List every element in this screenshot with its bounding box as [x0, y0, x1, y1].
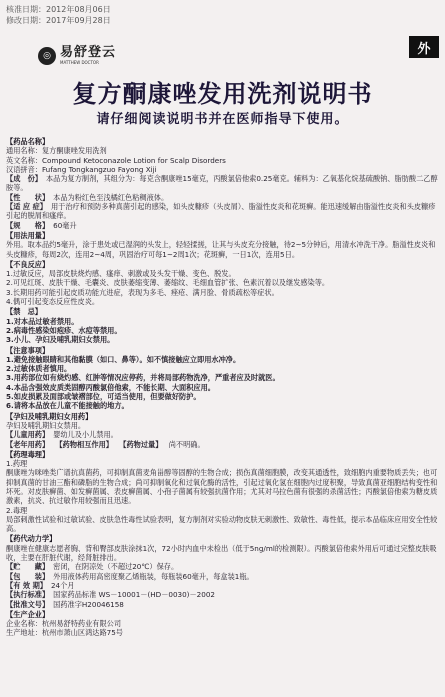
usage-text: 外用。取本品约5毫升，涂于患处或已湿润的头发上，轻轻揉搓，让其与头皮充分接触，待2~5分钟后，用清水冲洗干净。脂溢性皮炎和头皮糠疹，每周2次，连用2~4周，巩固治疗可每1~2周1次；花斑癣，一日1次，连用5日。 [6, 240, 436, 259]
section-drug-name: 【药品名称】 [6, 137, 50, 146]
caution-item: 4.本品含强效皮质类固醇丙酸氯倍他索，不能长期、大面积应用。 [6, 382, 215, 392]
check-date: 核准日期：2012年08月06日 [6, 5, 111, 14]
contra-item: 2.病毒性感染如疱疹、水痘等禁用。 [6, 325, 122, 335]
ingredients-text: 本品为复方制剂，其组分为：每克含酮康唑15毫克，丙酸氯倍他索0.25毫克。辅料为：乙氧基化烷基硫酸钠、脂肪酸二乙醇胺等。 [6, 174, 438, 193]
section-manufacturer: 【生产企业】 [6, 609, 50, 619]
section-pharmacokinetics: 【药代动力学】 [6, 534, 57, 544]
document-title: 复方酮康唑发用洗剂说明书 [72, 80, 373, 108]
section-cautions: 【注意事项】 [6, 345, 50, 355]
caution-item: 6.请将本品放在儿童不能接触的地方。 [6, 401, 129, 411]
indication-label: 【适 应 症】 [6, 202, 47, 212]
adverse-item: 1.过敏反应，局部皮肤烧灼感、瘙痒、刺激或及头发干燥、变色、脱发。 [6, 269, 236, 279]
approval-label: 【批准文号】 [6, 599, 50, 609]
dates-block [6, 4, 111, 26]
validity-label: 【有 效 期】 [6, 580, 47, 590]
section-adverse: 【不良反应】 [6, 259, 50, 269]
overdose-label: 【药物过量】 [119, 439, 163, 449]
package-text: 外用液体药用高密度聚乙烯瓶装，每瓶装60毫升，每盒装1瓶。 [53, 571, 254, 581]
brand-logo [38, 46, 116, 65]
package-label: 【包 装】 [6, 571, 50, 581]
character-label: 【性 状】 [6, 192, 50, 202]
section-usage: 【用法用量】 [6, 230, 50, 240]
manufacturer-address: 生产地址：杭州市萧山区鸿达路75号 [6, 628, 123, 638]
storage-text: 密闭，在阴凉处（不超过20℃）保存。 [53, 562, 179, 572]
validity-text: 24个月 [50, 580, 75, 590]
document-subtitle: 请仔细阅读说明书并在医师指导下使用。 [96, 112, 349, 127]
section-pharmacology: 【药理毒理】 [6, 449, 50, 459]
caution-item: 3.用药部位如有烧灼感、红肿等情况应停药，并将局部药物洗净，严重者应及时就医。 [6, 373, 280, 383]
spec-text: 60毫升 [53, 220, 77, 230]
adverse-item: 4.偶可引起变态反应性皮炎。 [6, 297, 100, 307]
brand-name-cn: 易舒登云 [60, 45, 117, 60]
contra-item: 3.小儿、孕妇及哺乳期妇女禁用。 [6, 335, 115, 345]
interaction-label: 【药物相互作用】 [55, 439, 113, 449]
caution-item: 2.过敏体质者慎用。 [6, 364, 72, 374]
english-name: 英文名称：Compound Ketoconazole Lotion for Scalp Disorders [6, 155, 226, 165]
overdose-text: 尚不明确。 [168, 439, 205, 449]
leaflet-body [6, 136, 438, 638]
character-text: 本品为粉红色至浅橘红色粘稠液体。 [53, 192, 169, 202]
external-use-badge: 外 [409, 36, 439, 58]
children-text: 婴幼儿及小儿禁用。 [53, 430, 118, 440]
standard-text: 国家药品标准 WS－10001－(HD－0030)－2002 [53, 590, 215, 600]
revise-date: 修改日期：2017年09月28日 [6, 16, 111, 25]
standard-label: 【执行标准】 [6, 590, 50, 600]
pharmacology-text: 酮康唑为咪唑类广谱抗真菌药，可抑制真菌麦角甾醇等固醇的生物合成；损伤真菌细胞膜，改变其通透性，致细胞内重要物质丢失；也可抑制真菌的甘油三酯和磷脂的生物合成；尚可抑制氧化和过氧化酶的活性，引起过氧化氢在细胞内过度积聚，导致真菌亚细胞结构变性和坏死。对皮肤癣菌、如发癣菌属、表皮癣菌属、小孢子菌属有较强抗菌作用；尤其对马拉色菌有很强的杀菌活性；丙酸氯倍他索为糖皮质激素，抗炎、抗过敏作用较强而且迅速。 [6, 468, 438, 506]
toxicology-text: 局部刺激性试验和过敏试验、皮肤急性毒性试验表明，复方制剂对实验动物皮肤无刺激性、致敏性、毒性低，提示本品临床应用安全性较高。 [6, 514, 438, 534]
contra-item: 1.对本品过敏者禁用。 [6, 316, 79, 326]
section-contraindications: 【禁 忌】 [6, 307, 42, 317]
logo-emblem-icon: ◎ [38, 47, 56, 65]
children-label: 【儿童用药】 [6, 430, 50, 440]
generic-name: 通用名称：复方酮康唑发用洗剂 [6, 146, 107, 156]
elderly-label: 【老年用药】 [6, 439, 50, 449]
spec-label: 【规 格】 [6, 220, 50, 230]
storage-label: 【贮 藏】 [6, 562, 50, 572]
pinyin-name: 汉语拼音：Fufang Tongkangzuo Fayong Xiji [6, 164, 157, 174]
caution-item: 1.避免接触眼睛和其他黏膜（如口、鼻等）。如不慎接触应立即用水冲净。 [6, 354, 241, 364]
toxicology-subhead: 2.毒理 [6, 505, 28, 515]
adverse-item: 3.长期用药可能引起皮质功能亢进症，表现为多毛、痤疮、满月脸、骨质疏松等症状。 [6, 287, 279, 297]
approval-text: 国药准字H20046158 [53, 599, 124, 609]
ingredients-label: 【成 份】 [6, 174, 42, 184]
adverse-item: 2.可见红斑、皮肤干燥、毛囊炎、皮肤萎缩变薄、萎缩纹、毛细血管扩张、色素沉着以及继发感染等。 [6, 278, 330, 288]
brand-name-en: MATTHEW DOCTOR [60, 60, 99, 65]
section-pregnancy: 【孕妇及哺乳期妇女用药】 [6, 411, 93, 421]
indication-text: 用于治疗和预防多种真菌引起的感染，如头皮糠疹（头皮屑）、脂溢性皮炎和花斑癣。能迅速缓解由脂溢性皮炎和头皮糠疹引起的脱屑和瘙痒。 [6, 202, 436, 221]
pregnancy-text: 孕妇及哺乳期妇女禁用。 [6, 420, 86, 430]
pharmacology-subhead: 1.药理 [6, 459, 28, 469]
pharmacokinetics-text: 酮康唑在健康志愿者胸、背和臀部皮肤涂抹1次，72小时内血中未检出（低于5ng/ml的检测限）。丙酸氯倍他索外用后可通过完整皮肤吸收，主要在肝脏代谢，经肾脏排出。 [6, 543, 437, 563]
caution-item: 5.如皮损累及面部或皱褶部位，可适当使用，但要做好防护。 [6, 392, 201, 402]
manufacturer-name: 企业名称：杭州易舒特药业有限公司 [6, 619, 122, 629]
